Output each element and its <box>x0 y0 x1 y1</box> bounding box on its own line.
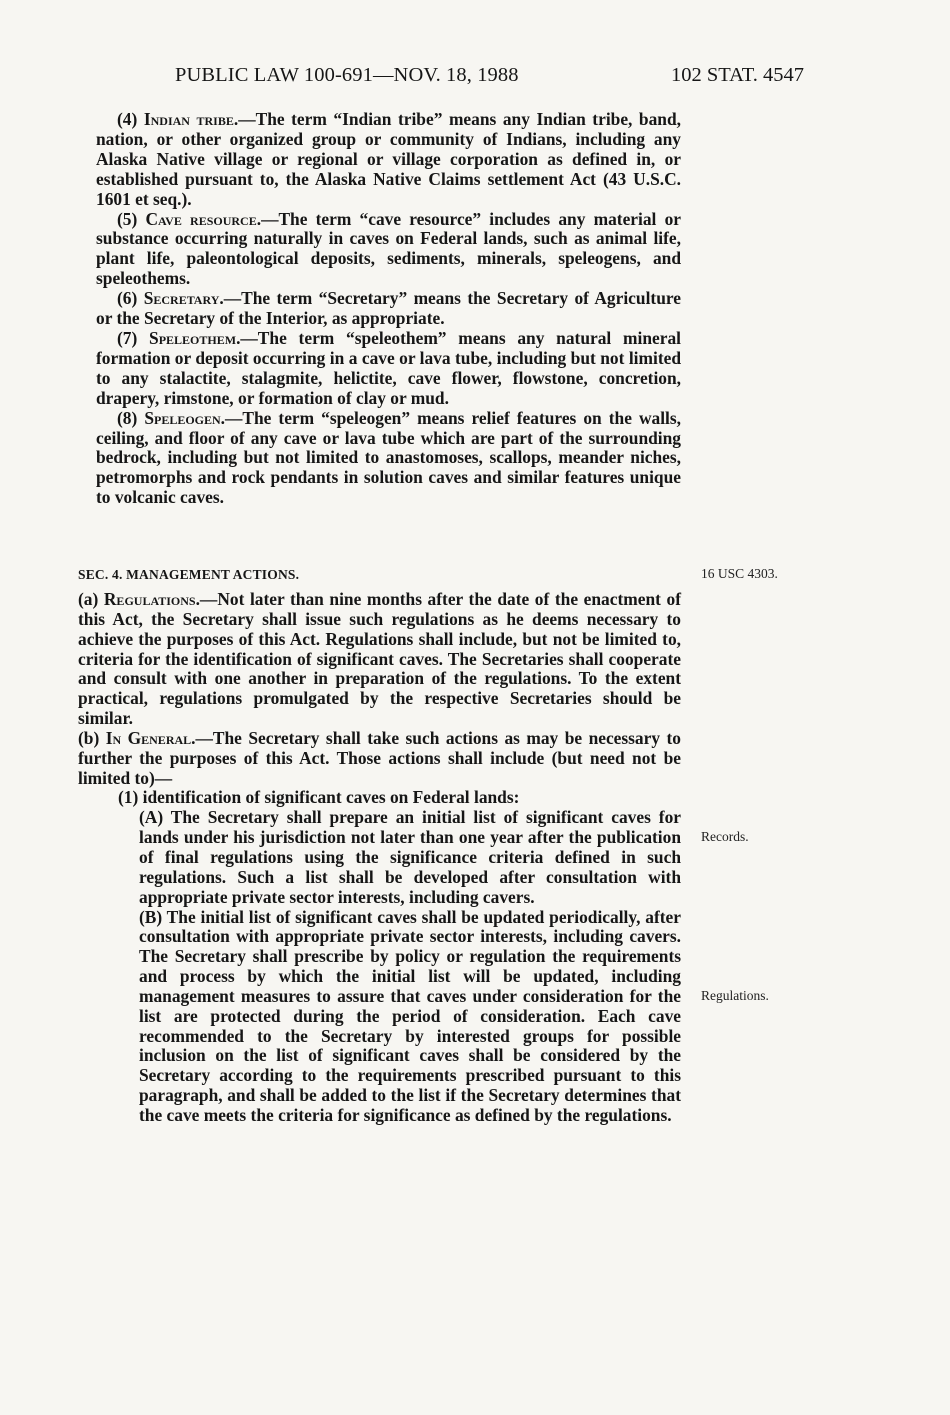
subparagraph-a: (A) The Secretary shall prepare an initial list of significant caves for lands under his jurisdiction not later than one year after the publication of final regulations using the significance criteria defined in such regulations. Such a list shall be developed after consultation with appropriate private sector interests, including cavers. <box>139 807 681 907</box>
definition-term: Secretary <box>143 288 220 309</box>
margin-note-records: Records. <box>701 829 749 844</box>
definition-5: (5) Cave resource.—The term “cave resource” includes any material or substance occurring naturally in caves on Federal lands, such as animal life, plant life, paleontological deposits, sediments, minerals, speleogens, and speleothems. <box>96 208 681 289</box>
subsection-a: (a) Regulations.—Not later than nine months after the date of the enactment of this Act, the Secretary shall issue such regulations as he deems necessary to achieve the purposes of this Act. Regulations shall include, but not be limited to, criteria for the identification of significant caves. The Secretaries shall cooperate and consult with one another in preparation of the regulations. To the extent practical, regulations promulgated by the respective Secretaries should be similar. <box>78 589 681 729</box>
definitions-block <box>96 110 681 508</box>
definition-8: (8) Speleogen.—The term “speleogen” means relief features on the walls, ceiling, and floor of any cave or lava tube which are part of the surrounding bedrock, including but not limited to anastomoses, scallops, meander niches, petromorphs and rock pendants in solution caves and similar features unique to volcanic caves. <box>96 407 681 508</box>
section-4-body <box>78 590 681 1126</box>
subsection-term: In General <box>105 727 192 748</box>
definition-7: (7) Speleothem.—The term “speleothem” means any natural mineral formation or deposit occurring in a cave or lava tube, including but not limited to any stalactite, stalagmite, helictite, cave flower, flowstone, concretion, drapery, rimstone, or formation of clay or mud. <box>96 327 681 408</box>
paragraph-1: (1) identification of significant caves on Federal lands: <box>118 787 520 808</box>
definition-term: Indian tribe <box>143 109 234 129</box>
margin-note-usc: 16 USC 4303. <box>701 566 778 581</box>
definition-term: Speleogen <box>144 407 221 428</box>
section-heading: SEC. 4. MANAGEMENT ACTIONS. <box>78 567 300 582</box>
definition-term: Cave resource <box>145 208 257 229</box>
definition-4: (4) Indian tribe.—The term “Indian tribe” means any Indian tribe, band, nation, or other organized group or community of Indians, including any Alaska Native village or regional or village corporation as defined in, or established pursuant to, the Alaska Native Claims settlement Act (43 U.S.C. 1601 et seq.). <box>96 109 681 209</box>
subsection-term: Regulations <box>103 589 196 609</box>
running-header-stat: 102 STAT. 4547 <box>671 64 804 86</box>
subparagraph-b: (B) The initial list of significant caves shall be updated periodically, after consultation with appropriate private sector interests, including cavers. The Secretary shall prescribe by policy or regulation the requirements and process by which the initial list will be updated, including management measures to assure that caves under consideration for the list are protected during the period of consideration. Each cave recommended to the Secretary by interested groups for possible inclusion on the list of significant caves shall be considered by the Secretary according to the requirements prescribed pursuant to this paragraph, and shall be added to the list if the Secretary determines that the cave meets the criteria for significance as defined by the regulations. <box>139 906 681 1125</box>
definition-term: Speleothem <box>149 327 237 348</box>
margin-note-regulations: Regulations. <box>701 988 769 1003</box>
running-header-law: PUBLIC LAW 100-691—NOV. 18, 1988 <box>175 64 519 86</box>
definition-6: (6) Secretary.—The term “Secretary” means the Secretary of Agriculture or the Secretary of the Interior, as appropriate. <box>96 288 681 329</box>
subsection-b: (b) In General.—The Secretary shall take such actions as may be necessary to further the purposes of this Act. Those actions shall include (but need not be limited to)— <box>78 727 681 788</box>
